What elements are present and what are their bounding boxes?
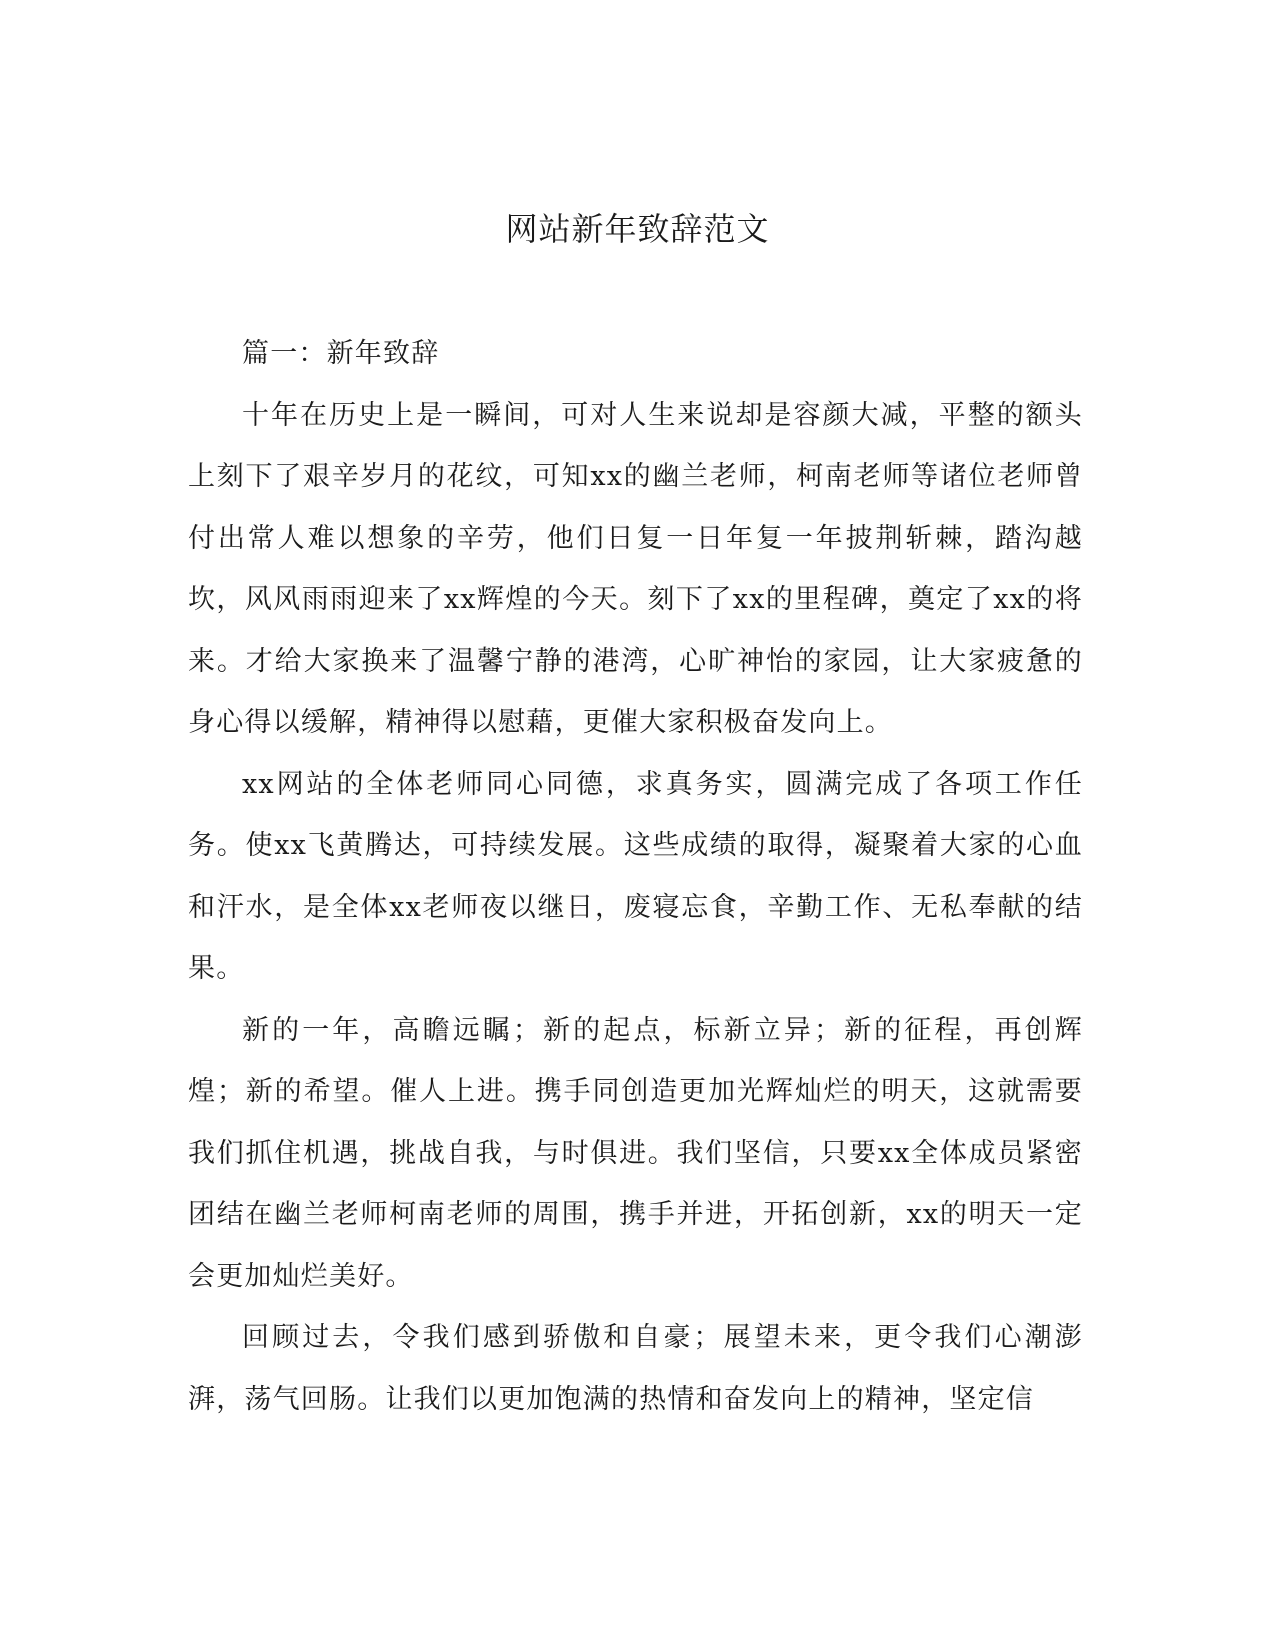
paragraph: 新的一年，高瞻远瞩；新的起点，标新立异；新的征程，再创辉煌；新的希望。催人上进。携手同创造更加光辉灿烂的明天，这就需要我们抓住机遇，挑战自我，与时俱进。我们坚信，只要xx全体成员紧密团结在幽兰老师柯南老师的周围，携手并进，开拓创新，xx的明天一定会更加灿烂美好。 — [188, 1014, 1083, 1292]
document-body — [188, 323, 1083, 1430]
section-heading: 篇一：新年致辞 — [242, 338, 440, 369]
paragraph: 十年在历史上是一瞬间，可对人生来说却是容颜大减，平整的额头上刻下了艰辛岁月的花纹，可知xx的幽兰老师，柯南老师等诸位老师曾付出常人难以想象的辛劳，他们日复一日年复一年披荆斩棘，踏沟越坎，风风雨雨迎来了xx辉煌的今天。刻下了xx的里程碑，奠定了xx的将来。才给大家换来了温馨宁静的港湾，心旷神怡的家园，让大家疲惫的身心得以缓解，精神得以慰藉，更催大家积极奋发向上。 — [188, 399, 1083, 738]
paragraph: 回顾过去，令我们感到骄傲和自豪；展望未来，更令我们心潮澎湃，荡气回肠。让我们以更加饱满的热情和奋发向上的精神，坚定信 — [188, 1322, 1083, 1415]
paragraph: xx网站的全体老师同心同德，求真务实，圆满完成了各项工作任务。使xx飞黄腾达，可持续发展。这些成绩的取得，凝聚着大家的心血和汗水，是全体xx老师夜以继日，废寝忘食，辛勤工作、无私奉献的结果。 — [188, 768, 1083, 984]
document-title: 网站新年致辞范文 — [505, 210, 770, 248]
